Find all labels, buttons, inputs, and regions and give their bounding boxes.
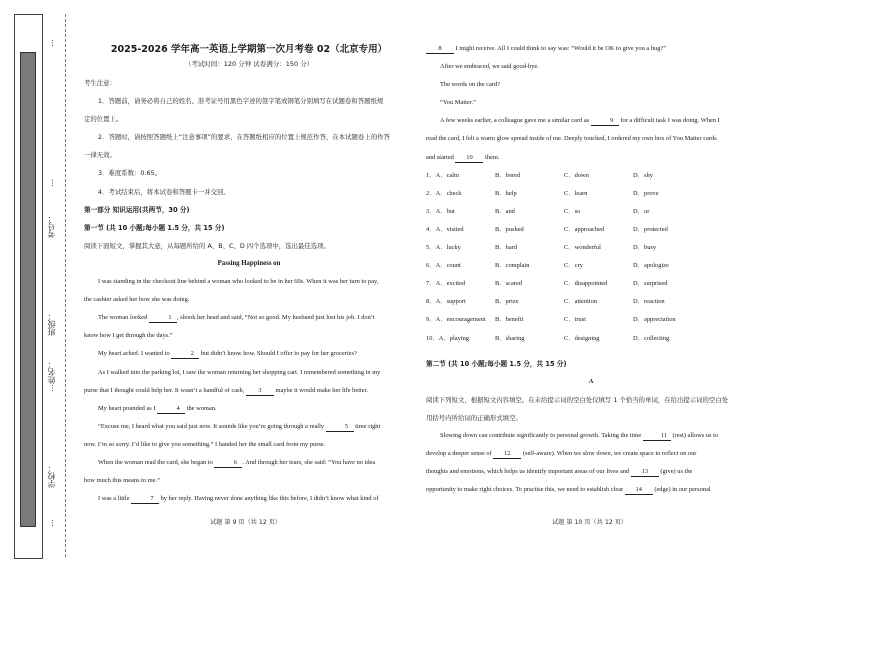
passage-title: Passing Happiness on	[217, 259, 281, 267]
blank-number: 3	[246, 386, 274, 396]
binding-decor: …	[46, 39, 55, 47]
passage-line	[84, 364, 414, 382]
line-text: My heart ached. I wanted to	[98, 350, 172, 358]
passage-line	[84, 382, 414, 400]
line-text: opportunity to make right choices. To practise this, we need to establish clear	[426, 486, 625, 494]
passage-line	[84, 345, 414, 363]
option: D．prove	[633, 189, 659, 197]
option: D．collecting	[633, 334, 670, 342]
binding-label-examno: 考号：	[47, 214, 56, 238]
option: 5．A．lucky	[426, 244, 461, 252]
passage-b-body	[426, 427, 756, 499]
binding-decor: …	[46, 519, 55, 527]
passage-line	[426, 94, 756, 112]
line-text: When the woman read the card, she began to	[98, 458, 215, 466]
option: D．busy	[633, 244, 657, 252]
option: C．wonderful	[564, 244, 601, 252]
option: C．approached	[564, 225, 605, 233]
binding-decor: …	[46, 384, 55, 392]
passage-line	[84, 454, 414, 472]
instruction-2b: 用括号内所给词的正确形式填空。	[426, 413, 522, 422]
line-text: I was a little	[98, 495, 132, 503]
note-line: 定的位置上。	[84, 115, 123, 124]
line-text: time right	[353, 422, 381, 430]
line-text: maybe it would make her life better.	[273, 386, 368, 394]
notes-heading: 考生注意：	[84, 79, 116, 87]
options-list	[426, 167, 756, 348]
page-9-column	[84, 40, 414, 508]
line-text: My heart pounded as I	[98, 404, 158, 412]
line-text: I was standing in the checkout line behind a woman who looked to be in her 60s. When it was her turn to pay,	[98, 278, 379, 286]
option-row	[426, 257, 756, 275]
line-text: (edge) in our personal	[652, 486, 711, 494]
option: D．protected	[633, 225, 668, 233]
line-text: Slowing down can contribute significantly to personal growth. Taking the time	[440, 431, 643, 439]
instruction-2a: 阅读下列短文，根据短文内容填空。在未给提示词的空白处仅填写 1 个恰当的单词，在给出提示词的空白处	[426, 395, 729, 404]
line-text: and started	[426, 153, 456, 161]
option: C．cry	[564, 262, 583, 270]
section-one-heading: 第一节 (共 10 小题;每小题 1.5 分，共 15 分)	[84, 223, 225, 232]
line-text: (give) us the	[658, 468, 693, 476]
option-row	[426, 203, 756, 221]
line-text: develop a deeper sense of	[426, 450, 494, 458]
blank-number: 1	[149, 313, 177, 323]
line-text: for a difficult task I was doing. When I	[618, 117, 720, 125]
note-line: 4．考试结束后，将本试卷和答题卡一并交回。	[98, 187, 230, 196]
option-row	[426, 293, 756, 311]
option: B．complain	[495, 262, 530, 270]
line-text: The words on the card?	[440, 81, 500, 89]
option: B．scared	[495, 280, 522, 288]
option: 4．A．visited	[426, 225, 464, 233]
note-line: 一律无效。	[84, 151, 116, 160]
passage-line	[426, 445, 756, 463]
line-text: now. I’m so sorry. I’d like to give you something.” I handed her the small card from my purse.	[84, 440, 326, 448]
passage-body	[84, 273, 414, 508]
blank-number: 10	[455, 153, 483, 163]
passage-line	[84, 327, 414, 345]
blank-number: 2	[171, 349, 199, 359]
passage-line	[84, 472, 414, 490]
passage-line	[84, 418, 414, 436]
option: B．benefit	[495, 316, 524, 324]
option: C．disappointed	[564, 280, 608, 288]
blank-number: 13	[631, 467, 659, 477]
note-line: 3．难度系数：0.65。	[98, 169, 162, 178]
line-text: A few weeks earlier, a colleague gave me a similar card as	[440, 117, 591, 125]
passage-line	[84, 490, 414, 508]
option: B．and	[495, 207, 515, 215]
line-text: The woman looked	[98, 314, 149, 322]
instruction: 阅读下面短文，掌握其大意，从每题所给的 A、B、C、D 四个选项中，选出最佳选项。	[84, 241, 330, 250]
option-row	[426, 330, 756, 348]
binding-label-name: 姓名：	[47, 360, 56, 384]
option: D．reaction	[633, 298, 665, 306]
line-text: know how I get through the days.”	[84, 332, 173, 340]
note-line: 1．答题前，请务必将自己的姓名、准考证号用黑色字迹的签字笔或钢笔分别填写在试题卷和答题纸规	[98, 97, 384, 106]
option: C．learn	[564, 189, 588, 197]
binding-decor: …	[46, 179, 55, 187]
option: C．down	[564, 171, 589, 179]
page-footer-right: 试题 第 10 页（共 12 页）	[552, 519, 628, 526]
exam-title: 2025-2026 学年高一英语上学期第一次月考卷 02（北京专用）	[110, 44, 388, 55]
option: C．designing	[564, 334, 600, 342]
option: 10．A．playing	[426, 334, 469, 342]
blank-number: 8	[426, 44, 454, 54]
option: B．pushed	[495, 225, 524, 233]
section-two-heading: 第二节 (共 10 小题;每小题 1.5 分，共 15 分)	[426, 359, 567, 368]
line-text: how much this means to me.”	[84, 477, 160, 485]
option: D．shy	[633, 171, 653, 179]
option: C．trust	[564, 316, 587, 324]
binding-label-school: 学校：	[47, 464, 56, 488]
passage-line	[426, 427, 756, 445]
passage-line	[426, 58, 756, 76]
passage-line	[84, 273, 414, 291]
option: D．apologize	[633, 262, 669, 270]
passage-line	[84, 309, 414, 327]
blank-number: 11	[643, 431, 671, 441]
blank-number: 7	[131, 494, 159, 504]
line-text: After we embraced, we said good-bye.	[440, 63, 539, 71]
option-row	[426, 239, 756, 257]
passage-line	[426, 149, 756, 167]
option: 6．A．count	[426, 262, 461, 270]
passage-body-continued	[426, 40, 756, 167]
option: B．bored	[495, 171, 521, 179]
binding-strip	[14, 14, 43, 559]
option-row	[426, 185, 756, 203]
line-text: purse that I thought could help her. It wasn’t a handful of cash,	[84, 386, 246, 394]
passage-line	[426, 112, 756, 130]
part-one-heading: 第一部分 知识运用(共两节，30 分)	[84, 205, 190, 214]
page-footer-left: 试题 第 9 页（共 12 页）	[210, 519, 282, 526]
option: 8．A．support	[426, 298, 466, 306]
line-text: (rest) allows us to	[670, 431, 719, 439]
line-text: by her reply. Having never done anything like this before, I didn’t know what kind of	[159, 495, 379, 503]
option: B．help	[495, 189, 517, 197]
line-text: but didn’t know how. Should I offer to pay for her groceries?	[199, 350, 357, 358]
option: 9．A．encouragement	[426, 316, 486, 324]
option: C．so	[564, 207, 581, 215]
passage-line	[426, 481, 756, 499]
blank-number: 14	[625, 485, 653, 495]
blank-number: 6	[214, 458, 242, 468]
option-row	[426, 311, 756, 329]
option-row	[426, 275, 756, 293]
blank-number: 9	[591, 116, 619, 126]
line-text: “Excuse me, I heard what you said just now. It sounds like you’re going through a really	[98, 422, 326, 430]
line-text: As I walked into the parking lot, I saw the woman returning her shopping cart. I remembered something in my	[98, 368, 381, 376]
passage-line	[84, 436, 414, 454]
option: 3．A．but	[426, 207, 455, 215]
binding-bar	[20, 52, 36, 527]
option: B．hard	[495, 244, 518, 252]
option: D．or	[633, 207, 650, 215]
page-10-column	[426, 40, 756, 499]
option: D．surprised	[633, 280, 668, 288]
binding-labels	[42, 14, 64, 557]
line-text: . And through her tears, she said: “You have no idea	[242, 458, 376, 466]
line-text: the cashier asked her how she was doing.	[84, 296, 190, 304]
option: 1．A．calm	[426, 171, 460, 179]
line-text: the woman.	[185, 404, 217, 412]
option: D．appreciation	[633, 316, 676, 324]
line-text: I might receive. All I could think to say was: “Would it be OK to give you a hug?”	[454, 45, 667, 52]
option: B．prize	[495, 298, 519, 306]
exam-subtitle: （考试时间：120 分钟 试卷满分：150 分）	[184, 60, 314, 68]
line-text: (self-aware). When we slow down, we create space to reflect on our	[521, 450, 697, 458]
line-text: thoughts and emotions, which helps us identify important areas of our lives and	[426, 468, 631, 476]
passage-line	[426, 130, 756, 148]
option-row	[426, 167, 756, 185]
passage-line	[84, 291, 414, 309]
note-line: 2．答题时，请按照答题纸上“注意事项”的要求，在答题纸相应的位置上规范作答，在本试题卷上的作答	[98, 133, 390, 142]
option: 7．A．excited	[426, 280, 466, 288]
passage-line	[84, 400, 414, 418]
option: C．attention	[564, 298, 598, 306]
passage-line	[426, 76, 756, 94]
line-text: read the card, I felt a warm glow spread inside of me. Deeply touched, I ordered my own box of You Matter cards	[426, 135, 717, 143]
cut-line	[65, 14, 66, 557]
binding-label-class: 班级：	[47, 312, 56, 336]
line-text: them.	[483, 153, 500, 161]
blank-number: 5	[326, 422, 354, 432]
section-two-letter: A	[588, 377, 594, 385]
option: B．sharing	[495, 334, 525, 342]
option: 2．A．check	[426, 189, 462, 197]
option-row	[426, 221, 756, 239]
passage-line	[426, 463, 756, 481]
blank-number: 12	[493, 449, 521, 459]
line-text: “You Matter.”	[440, 99, 476, 107]
line-text: , shook her head and said, “Not so good. My husband just lost his job. I don’t	[176, 314, 375, 322]
blank-number: 4	[157, 404, 185, 414]
passage-line	[426, 40, 756, 58]
